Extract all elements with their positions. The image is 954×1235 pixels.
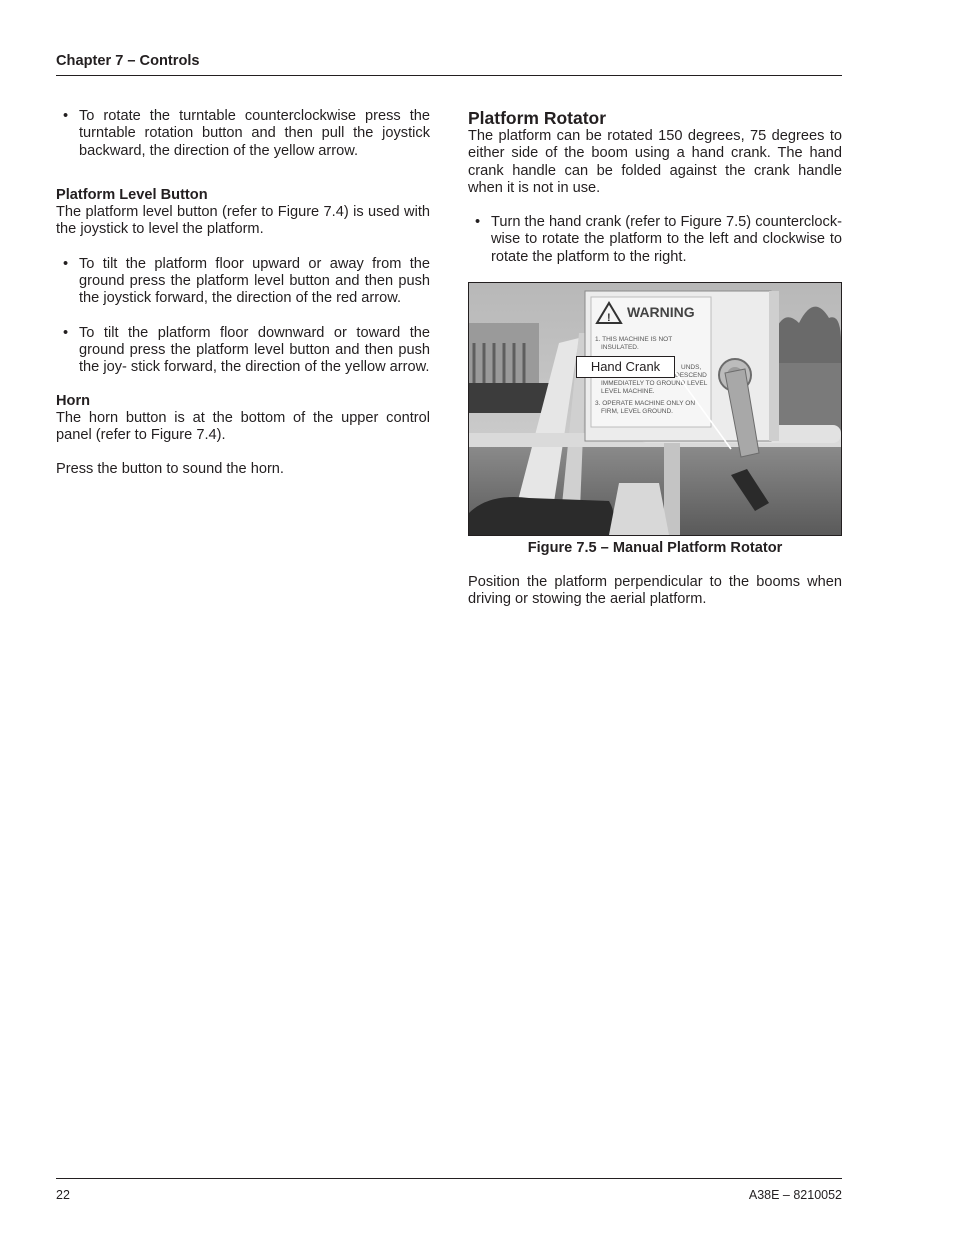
bullet-turn-crank-text: Turn the hand crank (refer to Figure 7.5) counterclock- wise to rotate the platform to the left and clockwise to rotate the platform to the right. — [491, 214, 842, 265]
figure-caption: Figure 7.5 – Manual Platform Rotator — [527, 540, 783, 556]
closing-paragraph: Position the platform perpendicular to the booms when driving or stowing the aerial platform. — [468, 574, 842, 608]
decal-line: DESCEND — [675, 372, 707, 379]
bullet-tilt-down — [56, 325, 430, 377]
svg-text:!: ! — [607, 312, 611, 324]
bullet-rotate-ccw — [56, 108, 430, 160]
horn-text: The horn button is at the bottom of the upper control panel (refer to Figure 7.4). — [56, 409, 430, 444]
document-id: A38E – 8210052 — [748, 1188, 842, 1202]
bullet-dot: • — [63, 255, 69, 272]
footer-divider — [56, 1178, 842, 1179]
closing-paragraph-block — [468, 574, 842, 609]
bullet-tilt-up — [56, 256, 430, 308]
decal-line: 1. THIS MACHINE IS NOT — [595, 336, 673, 343]
bullet-dot: • — [63, 108, 69, 124]
bullet-turn-crank — [468, 214, 842, 266]
horn-press-text: Press the button to sound the horn. — [56, 461, 284, 478]
decal-line: IMMEDIATELY TO GROUND LEVEL — [601, 380, 708, 387]
decal-line: INSULATED. — [601, 344, 639, 351]
header-divider — [56, 75, 842, 76]
hand-crank-callout: Hand Crank — [576, 356, 675, 378]
platform-level-heading: Platform Level Button — [56, 186, 208, 203]
bullet-dot: • — [475, 214, 481, 231]
decal-line: UNDS, — [681, 364, 702, 371]
decal-line: FIRM, LEVEL GROUND. — [601, 408, 673, 415]
decal-line: LEVEL MACHINE. — [601, 388, 655, 395]
platform-level-text: The platform level button (refer to Figure 7.4) is used with the joystick to level the platform. — [56, 204, 430, 238]
platform-rotator-heading: Platform Rotator — [468, 108, 607, 128]
platform-rotator-photo — [469, 283, 841, 535]
bullet-tilt-down-text: To tilt the platform floor downward or toward the ground press the platform level button and then push the joy- stick forward, the direction of the yellow arrow. — [79, 324, 430, 376]
chapter-title: Chapter 7 – Controls — [56, 53, 200, 69]
decal-line: 3. OPERATE MACHINE ONLY ON — [595, 400, 696, 407]
bullet-rotate-ccw-text: To rotate the turntable counterclockwise press the turntable rotation button and then pull the joystick backward, the direction of the yellow arrow. — [79, 108, 430, 159]
figure-manual-platform-rotator — [468, 282, 842, 536]
left-column — [56, 108, 430, 479]
bullet-dot: • — [63, 324, 69, 341]
page-number: 22 — [56, 1188, 70, 1202]
horn-heading: Horn — [56, 392, 91, 409]
right-column — [468, 108, 842, 266]
bullet-tilt-up-text: To tilt the platform floor upward or away from the ground press the platform level button and then push the joystick forward, the direction of the red arrow. — [79, 255, 430, 307]
decal-warning-title: WARNING — [627, 304, 695, 320]
platform-rotator-intro: The platform can be rotated 150 degrees, 75 degrees to either side of the boom using a hand crank. The hand crank handle can be folded against the crank handle when it is not in use. — [468, 128, 842, 196]
